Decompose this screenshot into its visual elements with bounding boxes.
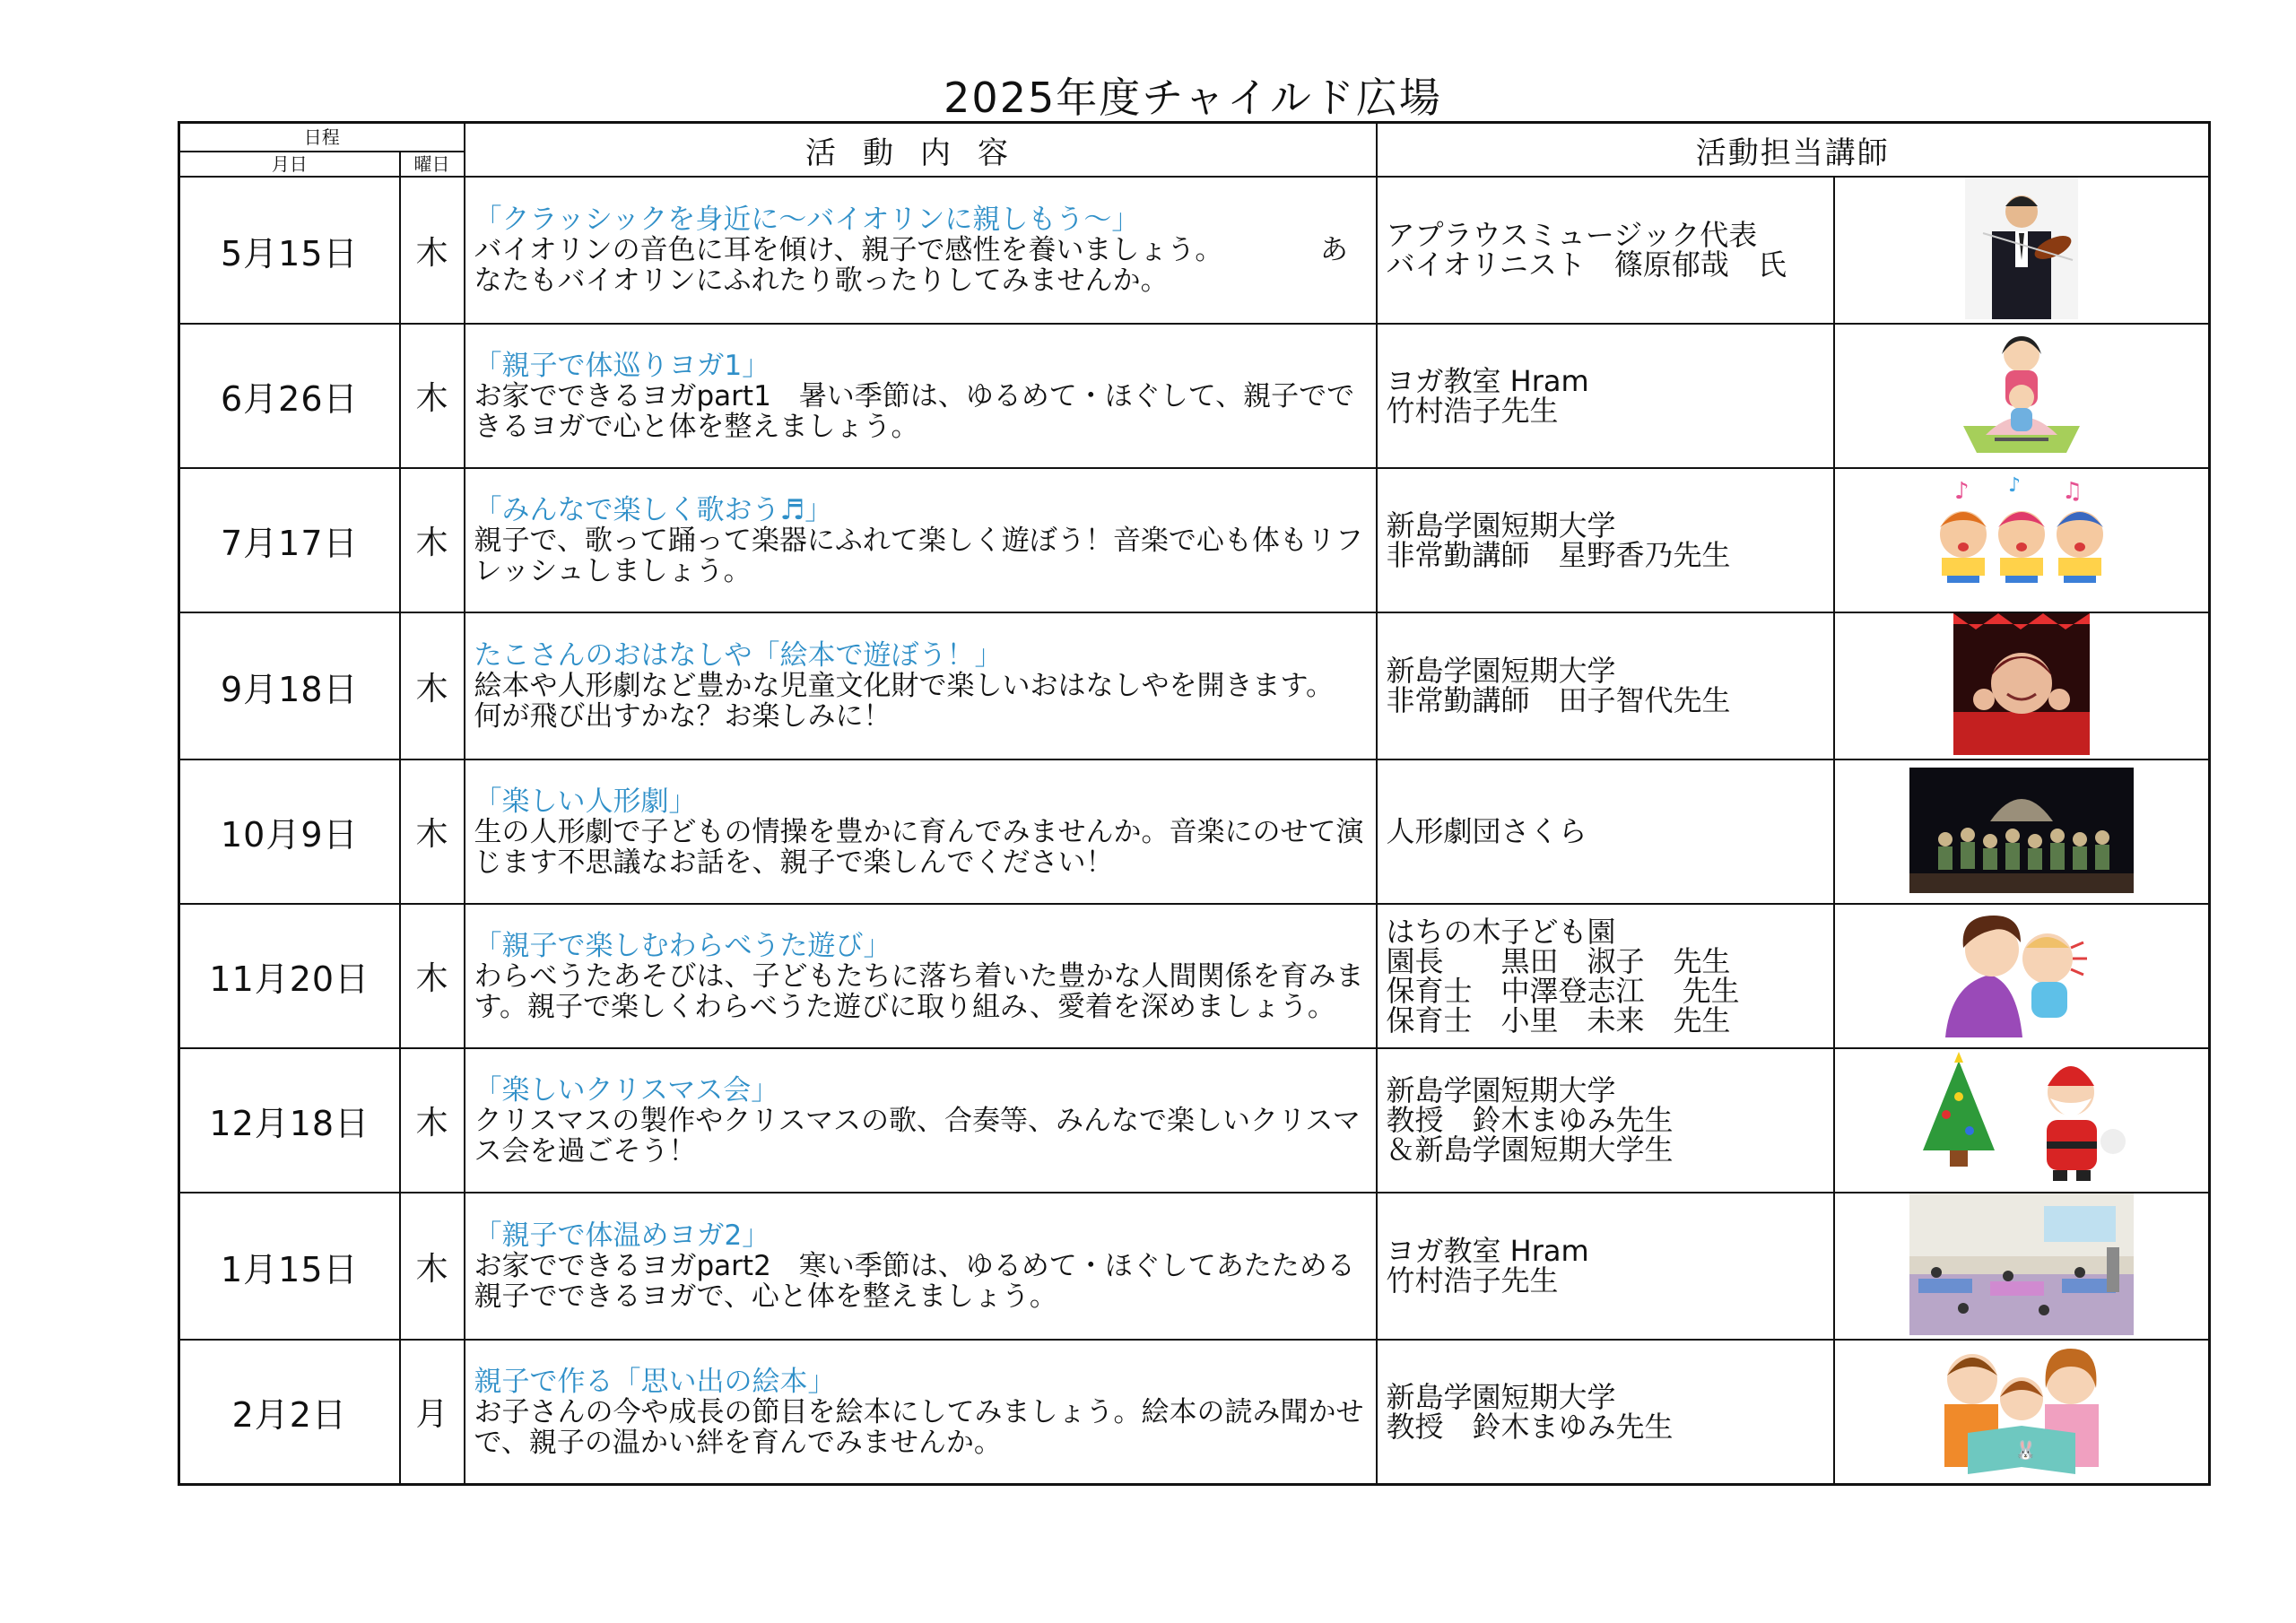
schedule-row [179, 324, 2210, 468]
header-weekday: 曜日 [400, 152, 465, 177]
row-date: 12月18日 [179, 1048, 400, 1193]
row-image-cell [1834, 1340, 2210, 1485]
row-date: 6月26日 [179, 324, 400, 468]
svg-text:♫: ♫ [2061, 477, 2083, 505]
row-image-cell [1834, 759, 2210, 904]
row-image-cell [1834, 468, 2210, 612]
header-instructor: 活動担当講師 [1377, 123, 2210, 178]
row-image-cell [1834, 1193, 2210, 1340]
row-instructor: 新島学園短期大学 非常勤講師 星野香乃先生 [1377, 468, 1834, 612]
row-weekday: 木 [400, 468, 465, 612]
schedule-row [179, 468, 2210, 612]
activity-title: 「クラッシックを身近に～バイオリンに親しもう～」 [474, 204, 1140, 236]
schedule-row [179, 1048, 2210, 1193]
yoga-class-photo [1909, 1193, 2134, 1339]
row-activity [465, 1048, 1377, 1193]
row-image-cell [1834, 904, 2210, 1048]
activity-title: 「親子で楽しむわらべうた遊び」 [474, 929, 891, 962]
row-date: 11月20日 [179, 904, 400, 1048]
svg-text:♪: ♪ [2007, 473, 2021, 497]
svg-text:♪: ♪ [1953, 477, 1970, 505]
row-activity [465, 177, 1377, 324]
activity-title: 「みんなで楽しく歌おう♬」 [474, 493, 833, 526]
row-weekday: 木 [400, 1193, 465, 1340]
activity-title: 「親子で体温めヨガ2」 [474, 1219, 770, 1252]
children-singing-illustration [1927, 472, 2116, 610]
activity-title: 「親子で体巡りヨガ1」 [474, 349, 770, 382]
activity-description: 絵本や人形劇など豊かな児童文化財で楽しいおはなしやを開きます。 何が飛び出すかな？お楽しみに！ [474, 670, 1335, 733]
activity-description: 生の人形劇で子どもの情操を豊かに育んでみませんか。音楽にのせて演じます不思議なお話を、親子で楽しんでください！ [474, 815, 1364, 879]
row-weekday: 木 [400, 759, 465, 904]
schedule-row [179, 1340, 2210, 1485]
row-weekday: 木 [400, 1048, 465, 1193]
row-date: 5月15日 [179, 177, 400, 324]
mother-baby-illustration [1936, 912, 2107, 1041]
row-activity [465, 904, 1377, 1048]
family-reading-illustration [1932, 1343, 2111, 1481]
activity-title: 親子で作る「思い出の絵本」 [474, 1365, 836, 1398]
schedule-row [179, 759, 2210, 904]
row-instructor: はちの木子ども園 園長 黒田 淑子 先生 保育士 中澤登志江 先生 保育士 小里 未来 先生 [1377, 904, 1834, 1048]
row-image-cell [1834, 612, 2210, 759]
violinist-photo [1965, 178, 2078, 323]
activity-description: わらべうたあそびは、子どもたちに落ち着いた豊かな人間関係を育みます。親子で楽しくわらべうた遊びに取り組み、愛着を深めましょう。 [474, 959, 1364, 1023]
schedule-row [179, 177, 2210, 324]
activity-description: お家でできるヨガpart2 寒い季節は、ゆるめて・ほぐしてあたためる親子でできるヨガで、心と体を整えましょう。 [474, 1250, 1355, 1313]
row-weekday: 木 [400, 177, 465, 324]
row-weekday: 木 [400, 904, 465, 1048]
activity-description: お子さんの今や成長の節目を絵本にしてみましょう。絵本の読み聞かせで、親子の温かい絆を育んでみませんか。 [474, 1395, 1364, 1459]
schedule-row [179, 612, 2210, 759]
row-activity [465, 759, 1377, 904]
activity-title: 「楽しい人形劇」 [474, 785, 697, 818]
row-date: 7月17日 [179, 468, 400, 612]
header-activity: 活動内容 [465, 123, 1377, 178]
activity-description: お家でできるヨガpart1 暑い季節は、ゆるめて・ほぐして、親子でできるヨガで心と体を整えましょう。 [474, 379, 1355, 443]
page-title: 2025年度チャイルド広場 [944, 74, 1442, 122]
row-activity [465, 1193, 1377, 1340]
activity-title: 「楽しいクリスマス会」 [474, 1073, 779, 1107]
schedule-row [179, 1193, 2210, 1340]
christmas-tree-santa-illustration [1914, 1052, 2129, 1190]
row-activity [465, 1340, 1377, 1485]
row-instructor: 新島学園短期大学 非常勤講師 田子智代先生 [1377, 612, 1834, 759]
row-activity [465, 468, 1377, 612]
row-weekday: 木 [400, 324, 465, 468]
puppet-show-photo [1909, 768, 2134, 897]
row-instructor: 新島学園短期大学 教授 鈴木まゆみ先生 ＆新島学園短期大学生 [1377, 1048, 1834, 1193]
row-activity [465, 324, 1377, 468]
activity-description: 親子で、歌って踊って楽器にふれて楽しく遊ぼう！音楽で心も体もリフレッシュしましょう。 [474, 524, 1363, 587]
row-date: 1月15日 [179, 1193, 400, 1340]
storyteller-photo [1953, 613, 2090, 759]
svg-text:🐰: 🐰 [2013, 1438, 2037, 1461]
row-date: 2月2日 [179, 1340, 400, 1485]
row-instructor: ヨガ教室 Hram 竹村浩子先生 [1377, 324, 1834, 468]
activity-description: クリスマスの製作やクリスマスの歌、合奏等、みんなで楽しいクリスマス会を過ごそう！ [474, 1104, 1361, 1167]
header-schedule: 日程 [179, 123, 465, 152]
row-instructor: 新島学園短期大学 教授 鈴木まゆみ先生 [1377, 1340, 1834, 1485]
row-instructor: アプラウスミュージック代表 バイオリニスト 篠原郁哉 氏 [1377, 177, 1834, 324]
row-date: 9月18日 [179, 612, 400, 759]
header-month-day: 月日 [179, 152, 400, 177]
schedule-table [178, 121, 2211, 1486]
row-image-cell [1834, 177, 2210, 324]
row-date: 10月9日 [179, 759, 400, 904]
schedule-row [179, 904, 2210, 1048]
row-image-cell [1834, 324, 2210, 468]
row-instructor: ヨガ教室 Hram 竹村浩子先生 [1377, 1193, 1834, 1340]
row-instructor: 人形劇団さくら [1377, 759, 1834, 904]
row-activity [465, 612, 1377, 759]
activity-description: バイオリンの音色に耳を傾け、親子で感性を養いましょう。 あなたもバイオリンにふれたり歌ったりしてみませんか。 [474, 234, 1348, 297]
activity-title: たこさんのおはなしや「絵本で遊ぼう！」 [474, 639, 1003, 672]
parent-child-yoga-illustration [1959, 327, 2084, 465]
row-weekday: 木 [400, 612, 465, 759]
row-weekday: 月 [400, 1340, 465, 1485]
row-image-cell [1834, 1048, 2210, 1193]
